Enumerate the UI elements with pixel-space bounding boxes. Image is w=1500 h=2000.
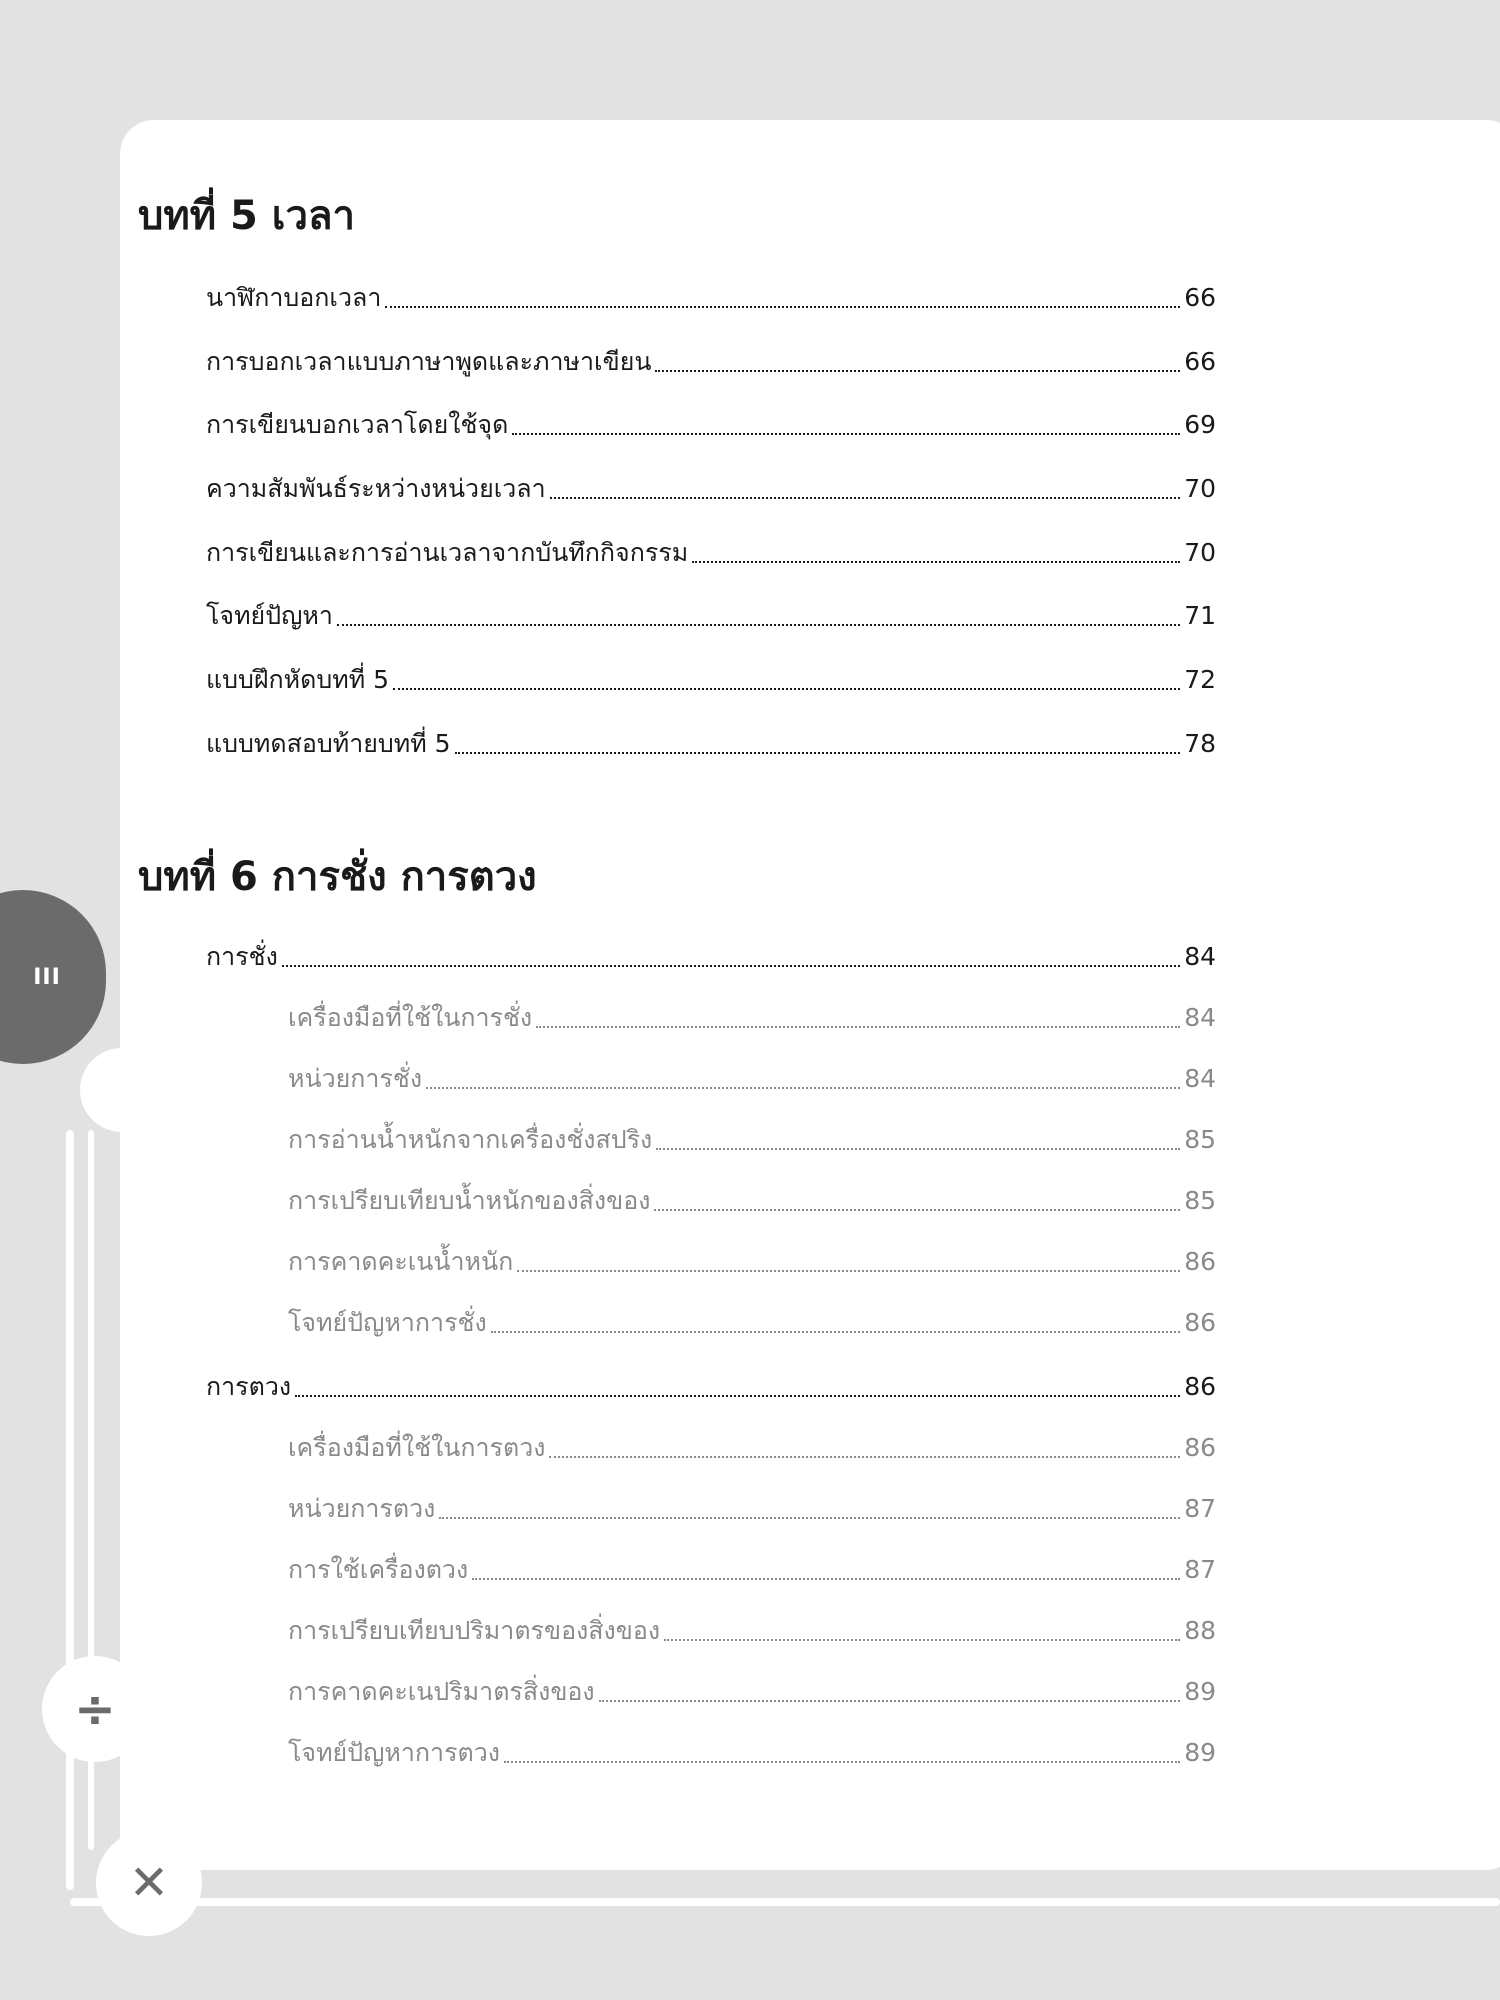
- toc-entry-label: แบบทดสอบท้ายบทที่ 5: [206, 729, 451, 758]
- dot-leader: [426, 1087, 1180, 1089]
- toc-entry-page: 70: [1184, 474, 1216, 503]
- dot-leader: [491, 1331, 1181, 1333]
- toc-entry-label: เครื่องมือที่ใช้ในการตวง: [288, 1433, 546, 1462]
- toc-entry-page: 87: [1184, 1494, 1216, 1523]
- toc-subentry[interactable]: [288, 1675, 1216, 1709]
- toc-entry-label: การอ่านน้ำหนักจากเครื่องชั่งสปริง: [288, 1125, 653, 1154]
- toc-entry-page: 86: [1184, 1308, 1216, 1337]
- toc-entry-label: โจทย์ปัญหา: [206, 601, 333, 630]
- toc-entry-label: การตวง: [206, 1372, 292, 1401]
- dot-leader: [549, 1456, 1180, 1458]
- dot-leader: [599, 1700, 1181, 1702]
- toc-entry[interactable]: [206, 940, 1216, 974]
- dot-leader: [692, 561, 1180, 563]
- dot-leader: [517, 1270, 1180, 1272]
- toc-entry[interactable]: [206, 727, 1216, 761]
- toc-subentry[interactable]: [288, 1306, 1216, 1340]
- toc-entry-page: 86: [1184, 1372, 1216, 1401]
- toc-entry-label: เครื่องมือที่ใช้ในการชั่ง: [288, 1003, 533, 1032]
- toc-subentry[interactable]: [288, 1431, 1216, 1465]
- toc-entry-page: 69: [1184, 410, 1216, 439]
- toc-entry-page: 85: [1184, 1186, 1216, 1215]
- page-number-tab: [0, 890, 106, 1064]
- toc-subentry[interactable]: [288, 1614, 1216, 1648]
- connector-circle: [80, 1048, 164, 1132]
- toc-entry-label: การเปรียบเทียบน้ำหนักของสิ่งของ: [288, 1186, 651, 1215]
- dot-leader: [504, 1761, 1180, 1763]
- frame-line-bottom: [70, 1898, 1500, 1906]
- toc-entry-page: 66: [1184, 347, 1216, 376]
- toc-entry-page: 84: [1184, 1003, 1216, 1032]
- toc-subentry[interactable]: [288, 1184, 1216, 1218]
- toc-entry-label: การเปรียบเทียบปริมาตรของสิ่งของ: [288, 1616, 661, 1645]
- dot-leader: [512, 433, 1180, 435]
- dot-leader: [282, 965, 1180, 967]
- toc-entry-label: การบอกเวลาแบบภาษาพูดและภาษาเขียน: [206, 347, 652, 376]
- dot-leader: [550, 497, 1181, 499]
- toc-subentry[interactable]: [288, 1553, 1216, 1587]
- toc-subentry[interactable]: [288, 1492, 1216, 1526]
- toc-entry[interactable]: [206, 281, 1216, 315]
- divide-icon: ÷: [42, 1656, 148, 1762]
- dot-leader: [664, 1639, 1180, 1641]
- toc-entry-label: การใช้เครื่องตวง: [288, 1555, 469, 1584]
- dot-leader: [385, 306, 1180, 308]
- dot-leader: [655, 370, 1180, 372]
- toc-entry-label: การคาดคะเนน้ำหนัก: [288, 1247, 514, 1276]
- dot-leader: [295, 1395, 1180, 1397]
- toc-entry-page: 89: [1184, 1738, 1216, 1767]
- toc-entry-page: 84: [1184, 942, 1216, 971]
- toc-entry[interactable]: [206, 345, 1216, 379]
- toc-entry[interactable]: [206, 599, 1216, 633]
- dot-leader: [337, 624, 1180, 626]
- page-number-label: III: [33, 964, 61, 990]
- dot-leader: [455, 752, 1181, 754]
- toc-entry-page: 78: [1184, 729, 1216, 758]
- toc-subentry[interactable]: [288, 1736, 1216, 1770]
- multiply-icon: ✕: [96, 1830, 202, 1936]
- toc-entry-label: หน่วยการชั่ง: [288, 1064, 423, 1093]
- toc-entry[interactable]: [206, 1370, 1216, 1404]
- chapter-6-title: บทที่ 6 การชั่ง การตวง: [138, 854, 537, 900]
- toc-entry[interactable]: [206, 472, 1216, 506]
- toc-entry[interactable]: [206, 408, 1216, 442]
- chapter-5-title: บทที่ 5 เวลา: [138, 193, 355, 239]
- dot-leader: [656, 1148, 1180, 1150]
- toc-entry-page: 85: [1184, 1125, 1216, 1154]
- toc-entry-page: 86: [1184, 1433, 1216, 1462]
- toc-entry-page: 89: [1184, 1677, 1216, 1706]
- toc-entry-label: การคาดคะเนปริมาตรสิ่งของ: [288, 1677, 595, 1706]
- dot-leader: [654, 1209, 1180, 1211]
- toc-entry-page: 87: [1184, 1555, 1216, 1584]
- page-card: [120, 120, 1500, 1870]
- toc-subentry[interactable]: [288, 1001, 1216, 1035]
- toc-entry-label: ความสัมพันธ์ระหว่างหน่วยเวลา: [206, 474, 546, 503]
- toc-subentry[interactable]: [288, 1245, 1216, 1279]
- frame-line-left-outer: [66, 1130, 74, 1890]
- toc-entry-label: นาฬิกาบอกเวลา: [206, 283, 382, 312]
- toc-entry-page: 88: [1184, 1616, 1216, 1645]
- toc-subentry[interactable]: [288, 1123, 1216, 1157]
- toc-entry-label: หน่วยการตวง: [288, 1494, 436, 1523]
- toc-entry-label: โจทย์ปัญหาการตวง: [288, 1738, 500, 1767]
- dot-leader: [472, 1578, 1180, 1580]
- toc-subentry[interactable]: [288, 1062, 1216, 1096]
- toc-entry[interactable]: [206, 663, 1216, 697]
- toc-entry-label: การเขียนและการอ่านเวลาจากบันทึกกิจกรรม: [206, 538, 689, 567]
- toc-entry[interactable]: [206, 536, 1216, 570]
- toc-entry-page: 84: [1184, 1064, 1216, 1093]
- toc-entry-page: 86: [1184, 1247, 1216, 1276]
- toc-entry-label: การชั่ง: [206, 942, 278, 971]
- toc-entry-label: โจทย์ปัญหาการชั่ง: [288, 1308, 487, 1337]
- toc-entry-page: 70: [1184, 538, 1216, 567]
- toc-entry-label: แบบฝึกหัดบทที่ 5: [206, 665, 390, 694]
- toc-entry-label: การเขียนบอกเวลาโดยใช้จุด: [206, 410, 509, 439]
- toc-entry-page: 66: [1184, 283, 1216, 312]
- dot-leader: [536, 1026, 1180, 1028]
- toc-entry-page: 71: [1184, 601, 1216, 630]
- dot-leader: [439, 1517, 1180, 1519]
- toc-entry-page: 72: [1184, 665, 1216, 694]
- dot-leader: [393, 688, 1180, 690]
